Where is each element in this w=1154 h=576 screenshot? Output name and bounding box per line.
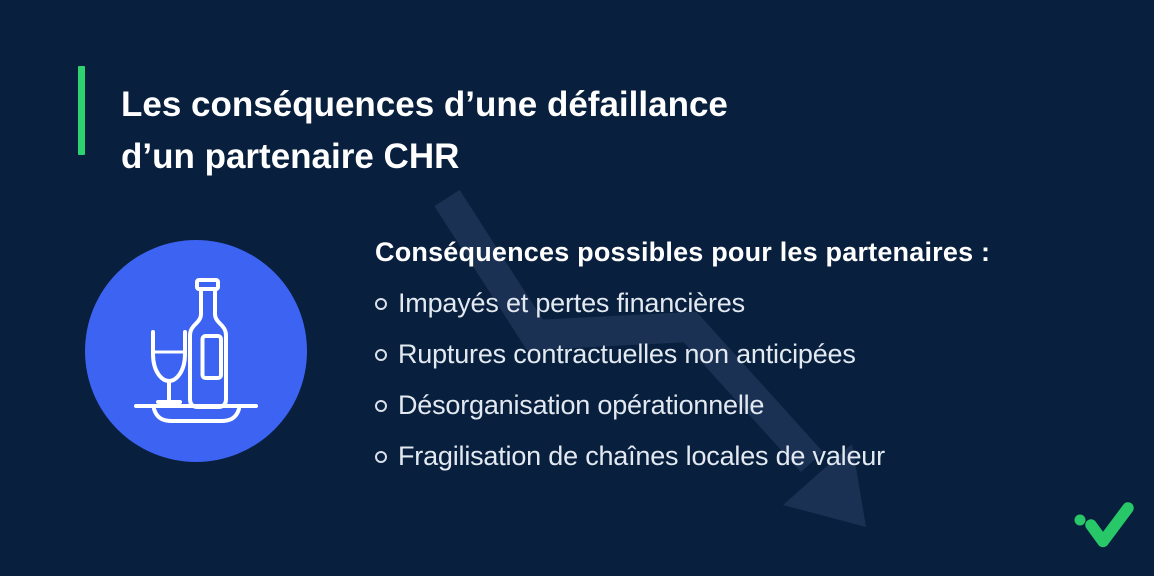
title-accent-bar: [78, 66, 85, 155]
consequence-list: [375, 278, 1075, 482]
section-heading: Conséquences possibles pour les partenaires :: [375, 237, 991, 267]
glass-bowl: [153, 332, 185, 381]
bullet-circle-icon: [375, 400, 387, 412]
logo-check-stroke: [1091, 508, 1128, 542]
bottle-label: [203, 336, 222, 378]
list-item: [375, 278, 1075, 329]
list-item: [375, 431, 1075, 482]
wine-bottle-glass-on-tray-icon: [126, 274, 266, 429]
tray-dish: [154, 409, 239, 421]
bullet-circle-icon: [375, 349, 387, 361]
page-title-line1: Les conséquences d’une défaillance: [121, 85, 728, 125]
page-title: [121, 79, 728, 183]
bullet-circle-icon: [375, 451, 387, 463]
consequences-section: [375, 237, 1075, 482]
page-title-line2: d’un partenaire CHR: [121, 137, 460, 177]
list-item: [375, 329, 1075, 380]
list-item-text: Impayés et pertes financières: [398, 288, 745, 318]
list-item-text: Désorganisation opérationnelle: [398, 390, 765, 420]
bullet-circle-icon: [375, 298, 387, 310]
illustration-circle: [85, 240, 307, 462]
logo-dot: [1075, 515, 1086, 526]
list-item-text: Ruptures contractuelles non anticipées: [398, 339, 856, 369]
list-item: [375, 380, 1075, 431]
green-checkmark-logo-icon: [1070, 498, 1134, 550]
list-item-text: Fragilisation de chaînes locales de valeur: [398, 441, 885, 471]
